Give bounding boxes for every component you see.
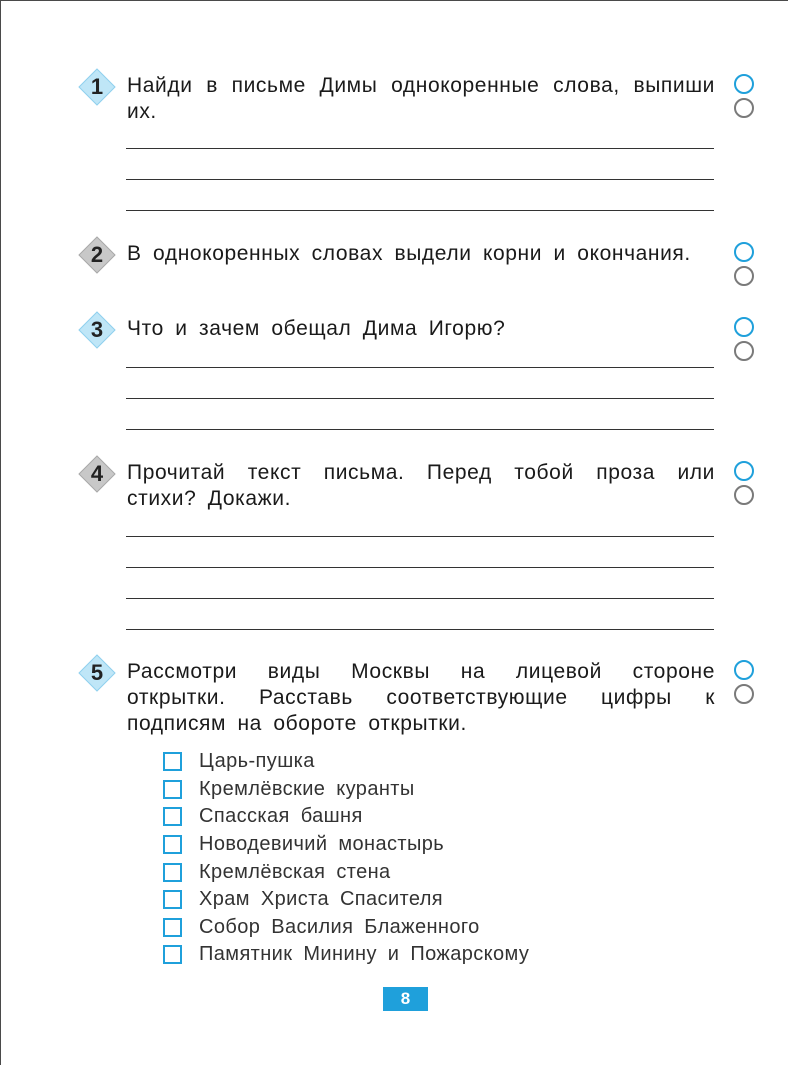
checkbox[interactable] [163,918,182,937]
blue-circle-mark[interactable] [734,461,754,481]
answer-line[interactable] [126,429,714,430]
checkbox[interactable] [163,863,182,882]
checklist-label: Кремлёвские куранты [199,777,415,800]
task-number: 1 [90,74,104,99]
task-number-badge [78,311,116,349]
answer-line[interactable] [126,567,714,568]
answer-line[interactable] [126,598,714,599]
checklist-label: Спасская башня [199,805,363,828]
answer-line[interactable] [126,629,714,630]
checkbox[interactable] [163,752,182,771]
blue-circle-mark[interactable] [734,660,754,680]
answer-line[interactable] [126,367,714,368]
task-question: В однокоренных словах выдели корни и окончания. [127,242,691,265]
checklist-label: Собор Василия Блаженного [199,915,480,938]
task-number: 4 [90,461,104,486]
task-number-badge [78,455,116,493]
checklist [163,748,529,969]
checkbox[interactable] [163,835,182,854]
checklist-item [163,886,529,914]
checklist-item [163,914,529,942]
answer-line[interactable] [126,398,714,399]
answer-line[interactable] [126,210,714,211]
gray-circle-mark[interactable] [734,98,754,118]
answer-line[interactable] [126,536,714,537]
checkbox[interactable] [163,890,182,909]
self-check-marks [734,242,758,290]
checklist-label: Памятник Минину и Пожарскому [199,943,530,966]
task-number-badge [78,236,116,274]
task-question: Рассмотри виды Москвы на лицевой стороне открытки. Расставь соответствующие цифры к подписям на обороте открытки. [127,660,715,735]
checkbox[interactable] [163,807,182,826]
page-number: 8 [383,987,428,1011]
checklist-item [163,776,529,804]
gray-circle-mark[interactable] [734,684,754,704]
gray-circle-mark[interactable] [734,341,754,361]
checklist-label: Новодевичий монастырь [199,833,445,856]
checkbox[interactable] [163,780,182,799]
self-check-marks [734,461,758,509]
answer-line[interactable] [126,179,714,180]
checklist-item [163,831,529,859]
blue-circle-mark[interactable] [734,242,754,262]
checklist-item [163,941,529,969]
checklist-label: Кремлёвская стена [199,860,391,883]
self-check-marks [734,660,758,708]
task-number: 5 [90,660,104,685]
blue-circle-mark[interactable] [734,74,754,94]
gray-circle-mark[interactable] [734,266,754,286]
task-question: Найди в письме Димы однокоренные слова, выпиши их. [127,74,715,123]
answer-line[interactable] [126,148,714,149]
task-number: 2 [90,242,104,267]
checklist-item [163,803,529,831]
checklist-item [163,858,529,886]
task-number: 3 [90,317,104,342]
task-question: Прочитай текст письма. Перед тобой проза или стихи? Докажи. [127,461,715,510]
task-question: Что и зачем обещал Дима Игорю? [127,317,506,340]
gray-circle-mark[interactable] [734,485,754,505]
checklist-item [163,748,529,776]
checklist-label: Храм Христа Спасителя [199,888,444,911]
checklist-label: Царь-пушка [199,750,315,773]
self-check-marks [734,74,758,122]
task-number-badge [78,654,116,692]
task-number-badge [78,68,116,106]
self-check-marks [734,317,758,365]
blue-circle-mark[interactable] [734,317,754,337]
checkbox[interactable] [163,945,182,964]
